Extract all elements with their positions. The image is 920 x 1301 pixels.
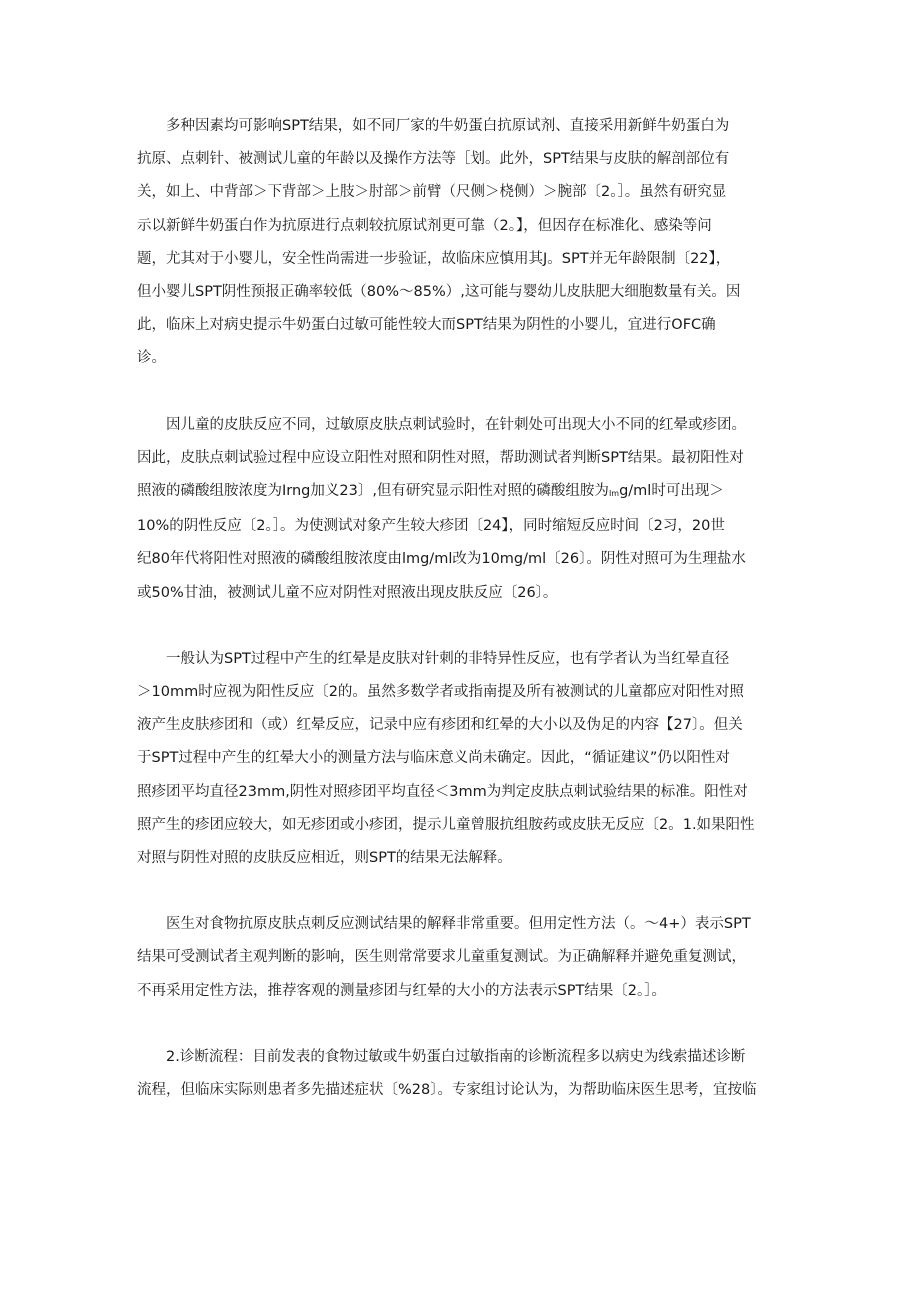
text-line: 因此，皮肤点刺试验过程中应设立阳性对照和阴性对照，帮助测试者判断SPT结果。最初阳性对 [137,449,744,466]
text-line: 流程，但临床实际则患者多先描述症状〔%28〕。专家组讨论认为，为帮助临床医生思考，宜按临 [137,1082,757,1099]
text-line: 医生对食物抗原皮肤点刺反应测试结果的解释非常重要。但用定性方法（。～4+）表示SPT [166,916,751,933]
text-line: 但小婴儿SPT阴性预报正确率较低（80%～85%）,这可能与婴幼儿皮肤肥大细胞数量有关。因 [137,284,741,301]
text-line: 抗原、点刺针、被测试儿童的年龄以及操作方法等［划。此外，SPT结果与皮肤的解剖部位有 [137,151,730,168]
paragraph-interpretation [137,908,797,1008]
paragraph-diagnosis-flow [137,1041,797,1107]
text-line: ＞10mm时应视为阳性反应〔2的。虽然多数学者或指南提及所有被测试的儿童都应对阳性对照 [137,684,744,701]
text-line: 照产生的疹团应较大，如无疹团或小疹团，提示儿童曾服抗组胺药或皮肤无反应〔2。1.如果阳性 [137,816,755,833]
text-line: 2.诊断流程：目前发表的食物过敏或牛奶蛋白过敏指南的诊断流程多以病史为线索描述诊断 [166,1048,746,1065]
text-line: 诊。 [137,350,166,367]
text-line: 液产生皮肤疹团和（或）红晕反应，记录中应有疹团和红晕的大小以及伪足的内容【27〕。但关 [137,717,743,734]
text-line: 照疹团平均直径23mm,阴性对照疹团平均直径＜3mm为判定皮肤点刺试验结果的标准。阳性对 [137,783,748,800]
text-segment: 照液的磷酸组胺浓度为Irng加义23〕,但有研究显示阳性对照的磷酸组胺为 [137,483,609,500]
subscript-text: Im [608,489,620,499]
paragraph-spt-factors [137,110,797,376]
text-line: 因儿童的皮肤反应不同，过敏原皮肤点刺试验时，在针刺处可出现大小不同的红晕或疹团。 [166,416,746,433]
text-line: 示以新鲜牛奶蛋白作为抗原进行点刺较抗原试剂更可靠（2。】，但因存在标准化、感染等问 [137,217,712,234]
paragraph-flare [137,643,797,875]
text-line: 10%的阴性反应〔2。］。为使测试对象产生较大疹团〔24】，同时缩短反应时间〔2习，20世 [137,518,725,535]
text-line: 一般认为SPT过程中产生的红晕是皮肤对针刺的非特异性反应，也有学者认为当红晕直径 [166,650,730,667]
text-line: 纪80年代将阳性对照液的磷酸组胺浓度由lmg/ml改为10mg/ml〔26〕。阴性对照可为生理盐水 [137,551,746,568]
text-line: 此，临床上对病史提示牛奶蛋白过敏可能性较大而SPT结果为阴性的小婴儿，宜进行OFC确 [137,317,716,334]
text-line [137,475,797,510]
text-line: 于SPT过程中产生的红晕大小的测量方法与临床意义尚未确定。因此，“循证建议”仍以阳性对 [137,750,730,767]
text-line: 关，如上、中背部＞下背部＞上肢＞肘部＞前臂（尺侧＞桡侧）＞腕部〔2。］。虽然有研究显 [137,184,727,201]
paragraph-controls [137,409,797,610]
text-segment: g/ml时可出现＞ [619,483,724,500]
document-body [137,110,797,1140]
text-line: 题，尤其对于小婴儿，安全性尚需进一步验证，故临床应慎用其J。SPT并无年龄限制〔22】， [137,250,731,267]
text-line: 或50%甘油，被测试儿童不应对阴性对照液出现皮肤反应〔26〕。 [137,584,558,601]
text-line: 多种因素均可影响SPT结果，如不同厂家的牛奶蛋白抗原试剂、直接采用新鲜牛奶蛋白为 [166,118,730,134]
text-line: 对照与阴性对照的皮肤反应相近，则SPT的结果无法解释。 [137,850,512,867]
text-line: 不再采用定性方法，推荐客观的测量疹团与红晕的大小的方法表示SPT结果〔2。］。 [137,982,667,999]
text-line: 结果可受测试者主观判断的影响，医生则常常要求儿童重复测试。为正确解释并避免重复测试， [137,949,746,966]
